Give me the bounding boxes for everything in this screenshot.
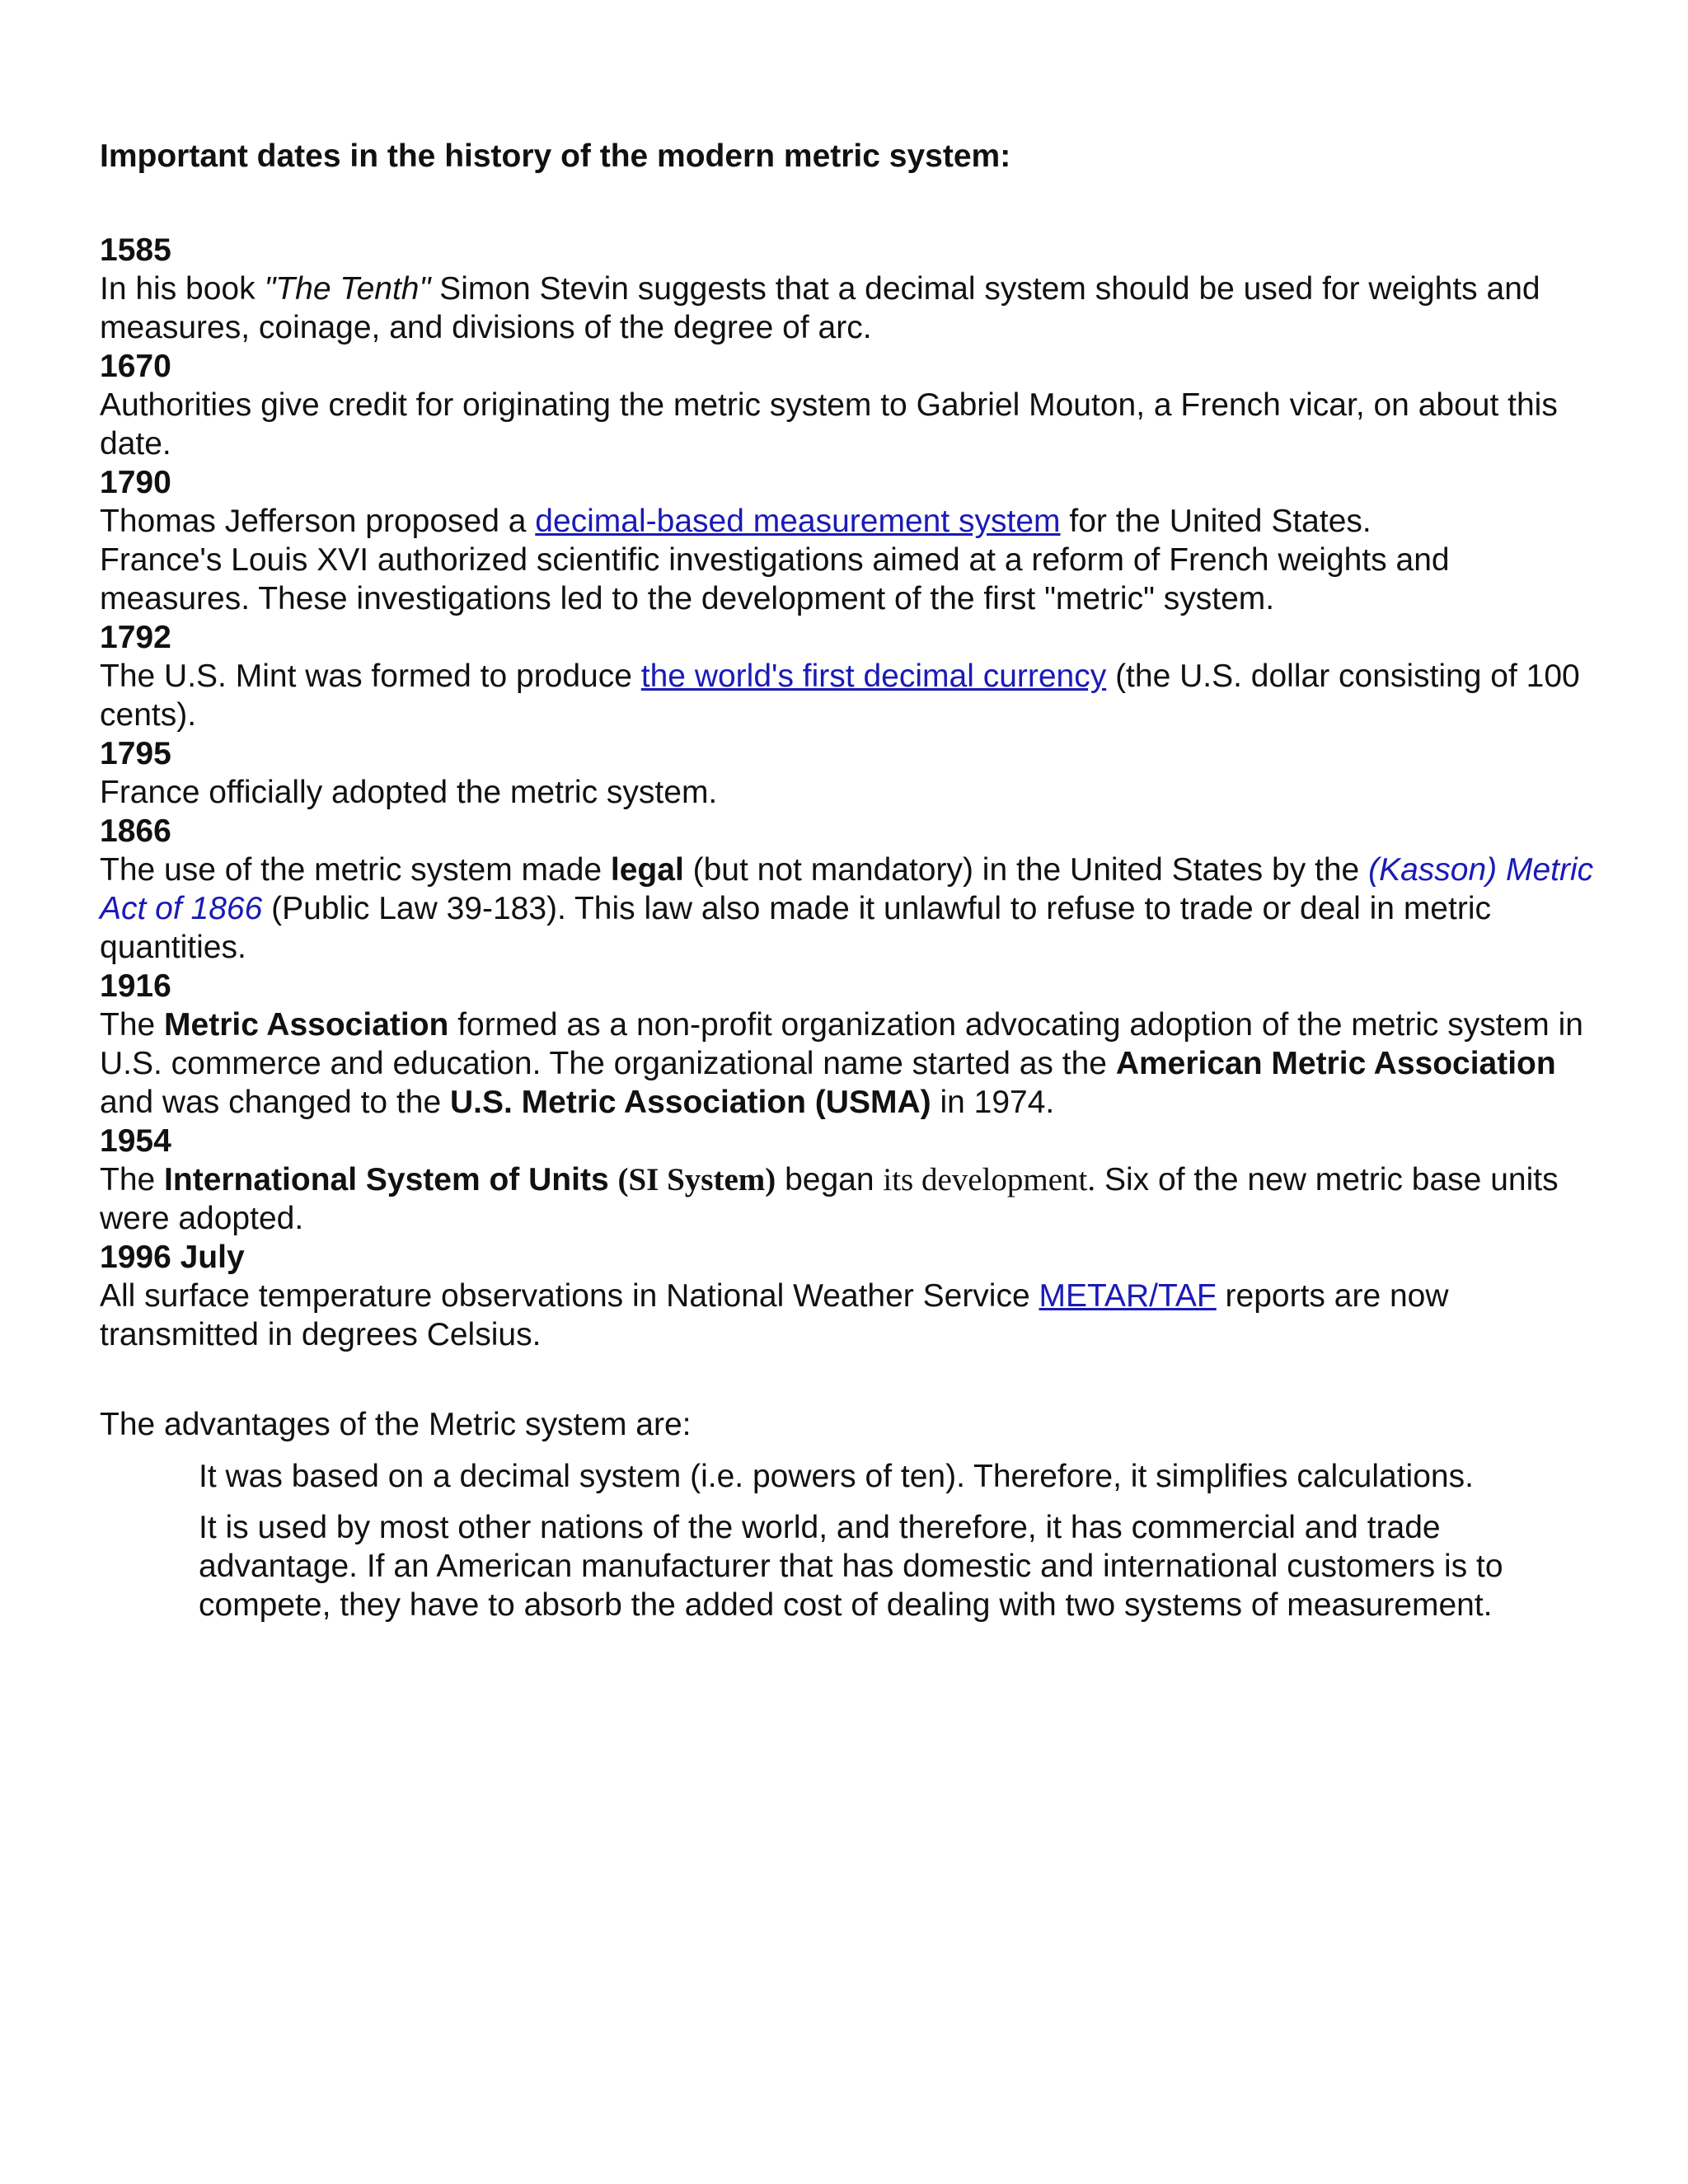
entry-year: 1790 — [100, 465, 171, 500]
entry-1866 — [100, 812, 1608, 967]
text-run: Six of the new metric base units were adopted. — [100, 1162, 1559, 1236]
timeline-entries — [100, 231, 1608, 1354]
text-run: in 1974. — [931, 1085, 1055, 1120]
kasson-act-link[interactable]: (Kasson) Metric Act of 1866 — [100, 852, 1594, 926]
decimal-system-link[interactable]: decimal-based measurement system — [535, 504, 1061, 539]
entry-year: 1670 — [100, 349, 171, 384]
advantages-section — [100, 1405, 1608, 1624]
advantages-intro: The advantages of the Metric system are: — [100, 1407, 692, 1442]
metar-taf-link[interactable]: METAR/TAF — [1039, 1278, 1217, 1314]
entry-1996-july — [100, 1238, 1608, 1354]
entry-1916 — [100, 967, 1608, 1122]
text-run: The use of the metric system made — [100, 852, 611, 888]
si-system-term: (SI System) — [617, 1162, 776, 1197]
list-item: It is used by most other nations of the world, and therefore, it has commercial and trade advantage. If an American manufacturer that has domestic and international customers is to compete, they have to absorb the added cost of dealing with two systems of measurement. — [199, 1510, 1503, 1623]
entry-1792 — [100, 618, 1608, 734]
text-run — [609, 1162, 618, 1197]
entry-text — [100, 269, 1608, 347]
bold-term: Metric Association — [164, 1007, 449, 1043]
page-heading: Important dates in the history of the modern metric system: — [100, 138, 1011, 174]
entry-year: 1996 July — [100, 1240, 245, 1275]
entry-1954 — [100, 1122, 1608, 1238]
text-run: Thomas Jefferson proposed a — [100, 504, 536, 539]
text-run: reports are now transmitted in degrees Celsius. — [100, 1278, 1449, 1352]
text-run: for the United States. — [1060, 504, 1372, 539]
book-title: "The Tenth" — [264, 271, 431, 307]
text-run: The U.S. Mint was formed to produce — [100, 658, 641, 694]
entry-text — [100, 1160, 1608, 1238]
bold-term: legal — [610, 852, 684, 888]
text-run: and was changed to the — [100, 1085, 450, 1120]
entry-year: 1916 — [100, 968, 171, 1004]
text-run: All surface temperature observations in National Weather Service — [100, 1278, 1039, 1314]
text-run: (Public Law 39-183). This law also made it unlawful to refuse to trade or deal in metric quantities. — [100, 891, 1491, 965]
entry-text — [100, 1005, 1608, 1122]
entry-text: France officially adopted the metric system. — [100, 775, 718, 810]
text-run: The — [100, 1162, 165, 1197]
entry-1790 — [100, 463, 1608, 618]
list-item: It was based on a decimal system (i.e. powers of ten). Therefore, it simplifies calculations. — [199, 1459, 1474, 1494]
advantages-list — [199, 1457, 1608, 1624]
text-run: (but not mandatory) in the United States by the — [683, 852, 1369, 888]
entry-text — [100, 1277, 1608, 1354]
bold-term: American Metric Association — [1115, 1046, 1556, 1081]
entry-text — [100, 657, 1608, 734]
text-run: formed as a non-profit organization advocating adoption of the metric system in U.S. commerce and education. The organizational name started as the — [100, 1007, 1583, 1081]
entry-text: Authorities give credit for originating the metric system to Gabriel Mouton, a French vicar, on about this date. — [100, 387, 1558, 462]
entry-year: 1585 — [100, 232, 171, 268]
text-run: The — [100, 1007, 165, 1043]
entry-year: 1792 — [100, 620, 171, 655]
entry-1670 — [100, 347, 1608, 463]
text-run: (the U.S. dollar consisting of 100 cents). — [100, 658, 1580, 733]
entry-1795 — [100, 734, 1608, 812]
text-run: began — [776, 1162, 884, 1197]
entry-year: 1954 — [100, 1123, 171, 1159]
bold-term: U.S. Metric Association (USMA) — [449, 1085, 931, 1120]
entry-year: 1866 — [100, 813, 171, 849]
entry-text — [100, 502, 1608, 541]
text-run: Simon Stevin suggests that a decimal system should be used for weights and measures, coinage, and divisions of the degree of arc. — [100, 271, 1540, 345]
text-run: In his book — [100, 271, 265, 307]
decimal-currency-link[interactable]: the world's first decimal currency — [640, 658, 1107, 694]
entry-text-2: France's Louis XVI authorized scientific investigations aimed at a reform of French weights and measures. These investigations led to the development of the first "metric" system. — [100, 542, 1450, 616]
document-page — [100, 132, 1608, 1637]
serif-text-run: its development. — [883, 1162, 1096, 1197]
bold-term: International System of Units — [164, 1162, 609, 1197]
entry-year: 1795 — [100, 736, 171, 771]
entry-text — [100, 851, 1608, 967]
entry-1585 — [100, 231, 1608, 347]
